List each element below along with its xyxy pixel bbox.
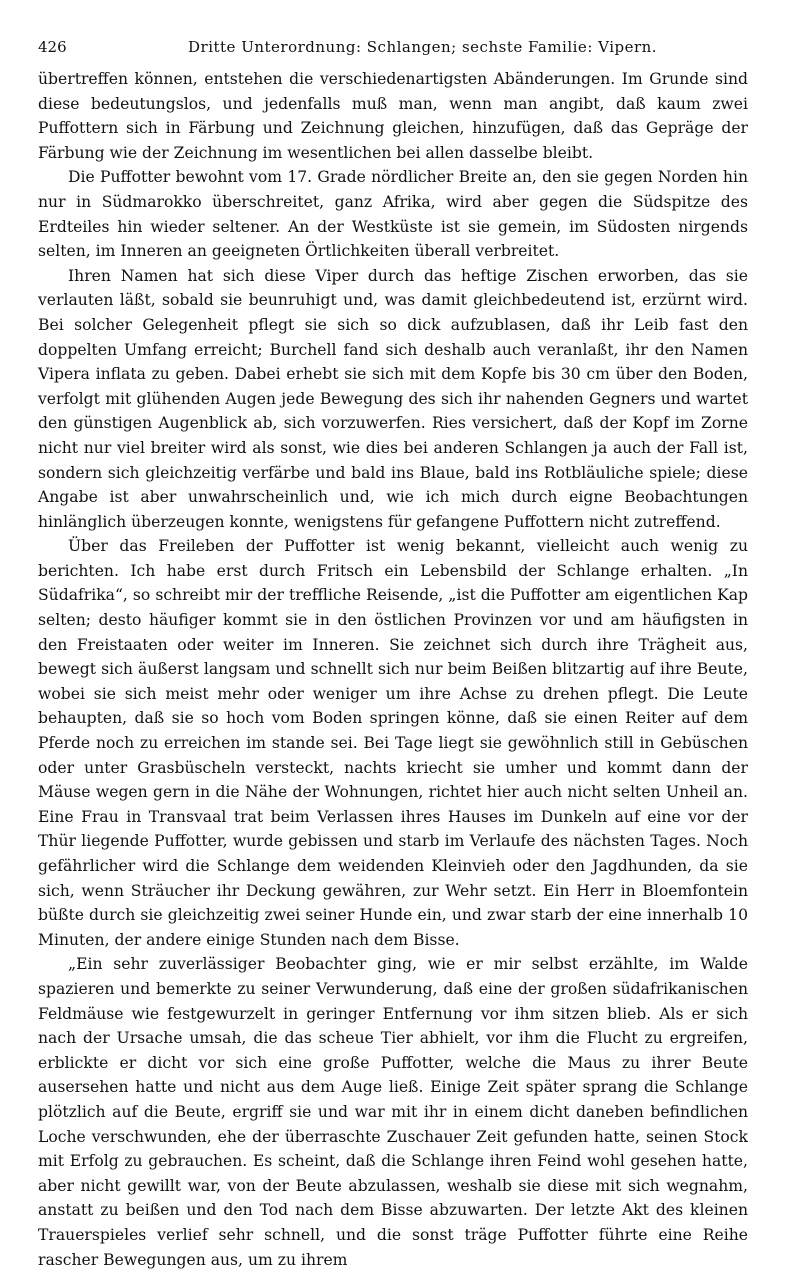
paragraph: übertreffen können, entstehen die verschiedenartigsten Abänderungen. Im Grunde sind diese bedeutungslos, und jedenfalls muß man, wenn man angibt, daß kaum zwei Puffottern sich in Färbung und Zeichnung gleichen, hinzufügen, daß das Gepräge der Färbung wie der Zeichnung im wesentlichen bei allen dasselbe bleibt.: [38, 70, 748, 162]
page-header: [38, 38, 745, 58]
paragraph: Über das Freileben der Puffotter ist wenig bekannt, vielleicht auch wenig zu berichten. Ich habe erst durch Fritsch ein Lebensbild der Schlange erhalten. „In Südafrika“, so schreibt mir der treffliche Reisende, „ist die Puffotter am eigentlichen Kap selten; desto häufiger kommt sie in den östlichen Provinzen vor und am häufigsten in den Freistaaten oder weiter im Inneren. Sie zeichnet sich durch ihre Trägheit aus, bewegt sich äußerst langsam und schnellt sich nur beim Beißen blitzartig auf ihre Beute, wobei sie sich meist mehr oder weniger um ihre Achse zu drehen pflegt. Die Leute behaupten, daß sie so hoch vom Boden springen könne, daß sie einen Reiter auf dem Pferde noch zu erreichen im stande sei. Bei Tage liegt sie gewöhnlich still in Gebüschen oder unter Grasbüscheln versteckt, nachts kriecht sie umher und kommt dann der Mäuse wegen gern in die Nähe der Wohnungen, richtet hier auch nicht selten Unheil an. Eine Frau in Transvaal trat beim Verlassen ihres Hauses im Dunkeln auf eine vor der Thür liegende Puffotter, wurde gebissen und starb im Verlaufe des nächsten Tages. Noch gefährlicher wird die Schlange dem weidenden Kleinvieh oder den Jagdhunden, da sie sich, wenn Sträucher ihr Deckung gewähren, zur Wehr setzt. Ein Herr in Bloemfontein büßte durch sie gleichzeitig zwei seiner Hunde ein, und zwar starb der eine innerhalb 10 Minuten, der andere einige Stunden nach dem Bisse.: [38, 537, 748, 949]
page-number: 426: [38, 38, 67, 56]
body-text: [38, 67, 748, 1272]
paragraph: „Ein sehr zuverlässiger Beobachter ging, wie er mir selbst erzählte, im Walde spazieren und bemerkte zu seiner Verwunderung, daß eine der großen südafrikanischen Feldmäuse wie festgewurzelt in geringer Entfernung vor ihm sitzen blieb. Als er sich nach der Ursache umsah, die das scheue Tier abhielt, vor ihm die Flucht zu ergreifen, erblickte er dicht vor sich eine große Puffotter, welche die Maus zu ihrer Beute ausersehen hatte und nicht aus dem Auge ließ. Einige Zeit später sprang die Schlange plötzlich auf die Beute, ergriff sie und war mit ihr in einem dicht daneben befindlichen Loche verschwunden, ehe der überraschte Zuschauer Zeit gefunden hatte, seinen Stock mit Erfolg zu gebrauchen. Es scheint, daß die Schlange ihren Feind wohl gesehen hatte, aber nicht gewillt war, von der Beute abzulassen, weshalb sie diese mit sich wegnahm, anstatt zu beißen und den Tod nach dem Bisse abzuwarten. Der letzte Akt des kleinen Trauerspieles verlief sehr schnell, und die sonst träge Puffotter führte eine Reihe rascher Bewegungen aus, um zu ihrem: [38, 955, 748, 1269]
running-title: Dritte Unterordnung: Schlangen; sechste Familie: Vipern.: [188, 38, 658, 56]
paragraph: Die Puffotter bewohnt vom 17. Grade nördlicher Breite an, den sie gegen Norden hin nur in Südmarokko überschreitet, ganz Afrika, wird aber gegen die Südspitze des Erdteiles hin wieder seltener. An der Westküste ist sie gemein, im Südosten nirgends selten, im Inneren an geeigneten Örtlichkeiten überall verbreitet.: [38, 168, 748, 261]
paragraph: Ihren Namen hat sich diese Viper durch das heftige Zischen erworben, das sie verlauten läßt, sobald sie beunruhigt und, was damit gleichbedeutend ist, erzürnt wird. Bei solcher Gelegenheit pflegt sie sich so dick aufzublasen, daß ihr Leib fast den doppelten Umfang erreicht; Burchell fand sich deshalb auch veranlaßt, ihr den Namen Vipera inflata zu geben. Dabei erhebt sie sich mit dem Kopfe bis 30 cm über den Boden, verfolgt mit glühenden Augen jede Bewegung des sich ihr nahenden Gegners und wartet den günstigen Augenblick ab, sich vorzuwerfen. Ries versichert, daß der Kopf im Zorne nicht nur viel breiter wird als sonst, wie dies bei anderen Schlangen ja auch der Fall ist, sondern sich gleichzeitig verfärbe und bald ins Blaue, bald ins Rotbläuliche spiele; diese Angabe ist aber unwahrscheinlich und, wie ich mich durch eigne Beobachtungen hinlänglich überzeugen konnte, wenigstens für gefangene Puffottern nicht zutreffend.: [38, 266, 748, 531]
